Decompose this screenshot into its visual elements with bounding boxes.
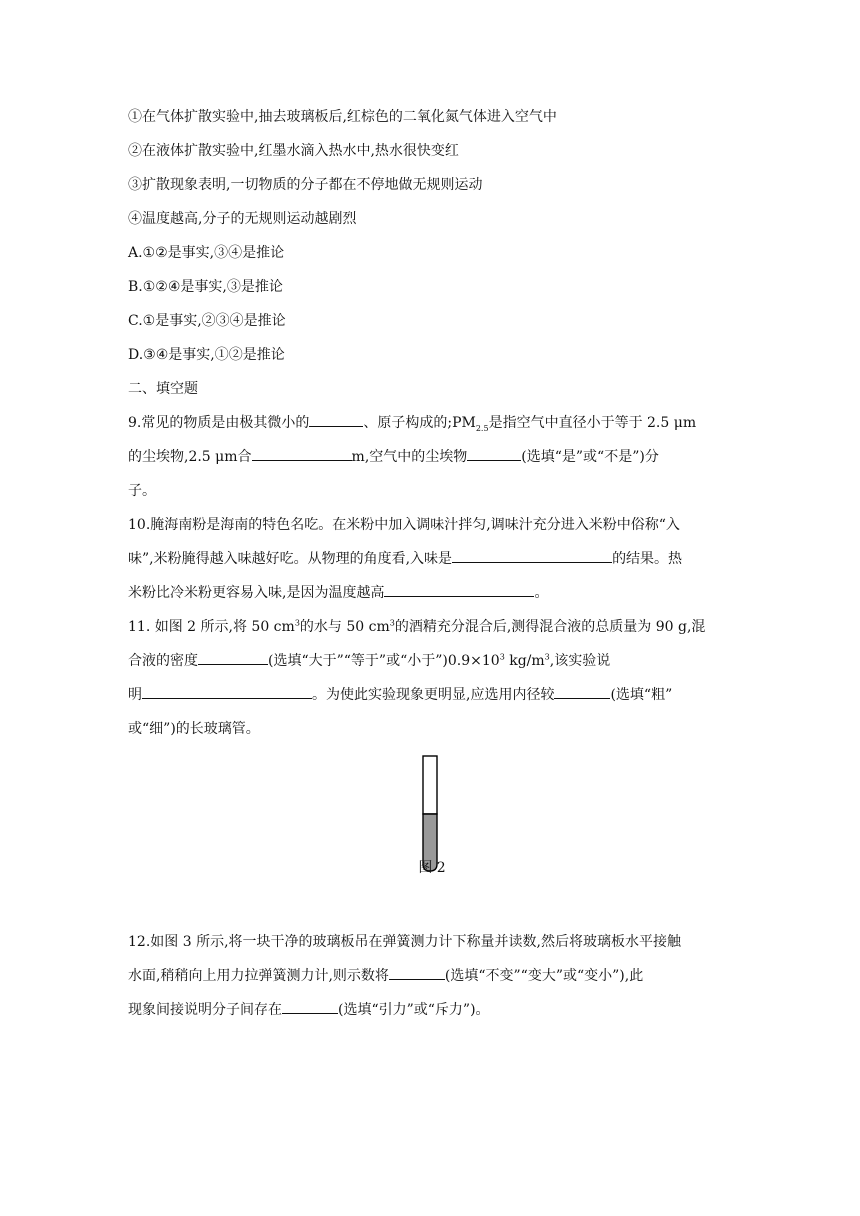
- option-a: A.①②是事实,③④是推论: [128, 245, 285, 261]
- question-9: [128, 406, 740, 508]
- q10-blank-2[interactable]: [384, 579, 534, 597]
- q11-sup-2: 3: [389, 618, 395, 628]
- q9-blank-2[interactable]: [252, 443, 352, 461]
- q11-text-7: ,该实验说: [549, 653, 611, 669]
- q11-text-10: (选填“粗”: [610, 687, 673, 703]
- q12-blank-2[interactable]: [282, 996, 338, 1014]
- figure-caption: 图 2: [418, 860, 446, 876]
- statement-1: ①在气体扩散实验中,抽去玻璃板后,红棕色的二氧化氮气体进入空气中: [128, 109, 557, 125]
- q11-text-8: 明: [128, 687, 142, 703]
- q12-text-3: (选填“不变”“变大”或“变小”),此: [444, 968, 644, 984]
- q11-sup-1: 3: [294, 618, 300, 628]
- q11-text-9: 。为使此实验现象更明显,应选用内径较: [312, 687, 555, 703]
- q11-text-6: kg/m: [504, 653, 545, 669]
- q9-text-5: m,空气中的尘埃物: [351, 449, 468, 465]
- option-d: D.③④是事实,①②是推论: [128, 347, 285, 363]
- q12-text-2: 水面,稍稍向上用力拉弹簧测力计,则示数将: [128, 968, 389, 984]
- q11-blank-1[interactable]: [198, 647, 268, 665]
- statement-3: ③扩散现象表明,一切物质的分子都在不停地做无规则运动: [128, 177, 483, 193]
- q9-text-1: 9.常见的物质是由极其微小的: [128, 415, 310, 431]
- q9-text-6: (选填“是”或“不是”)分: [521, 449, 659, 465]
- q9-text-3: 是指空气中直径小于等于 2.5 μm: [488, 415, 697, 431]
- q11-text-3: 的酒精充分混合后,测得混合液的总质量为 90 g,混: [394, 619, 706, 635]
- q11-text-2: 的水与 50 cm: [299, 619, 390, 635]
- q9-text-2: 、原子构成的;PM: [363, 415, 476, 431]
- q11-blank-2[interactable]: [142, 681, 312, 699]
- document-page: [128, 100, 740, 746]
- q12-blank-1[interactable]: [389, 962, 445, 980]
- q12-text-4: 现象间接说明分子间存在: [128, 1002, 282, 1018]
- q9-subscript: 2.5: [475, 423, 489, 433]
- question-12: [128, 925, 740, 1027]
- section-title: 二、填空题: [128, 381, 198, 397]
- q12-text-1: 12.如图 3 所示,将一块干净的玻璃板吊在弹簧测力计下称量并读数,然后将玻璃板水平接触: [128, 934, 681, 950]
- question-10: [128, 508, 740, 610]
- q10-text-5: 。: [534, 585, 549, 601]
- q11-sup-3: 3: [499, 652, 505, 662]
- q10-text-4: 米粉比冷米粉更容易入味,是因为温度越高: [128, 585, 385, 601]
- option-b: B.①②④是事实,③是推论: [128, 279, 283, 295]
- q11-text-5: (选填“大于”“等于”或“小于”)0.9×10: [268, 653, 500, 669]
- q9-text-7: 子。: [128, 483, 156, 499]
- tube-empty-section: [423, 756, 437, 814]
- q11-sup-4: 3: [544, 652, 550, 662]
- q10-text-1: 10.腌海南粉是海南的特色名吃。在米粉中加入调味汁拌匀,调味汁充分进入米粉中俗称“入: [128, 517, 680, 533]
- q11-text-4: 合液的密度: [128, 653, 198, 669]
- statement-2: ②在液体扩散实验中,红墨水滴入热水中,热水很快变红: [128, 143, 459, 159]
- q10-text-2: 味”,米粉腌得越入味越好吃。从物理的角度看,入味是: [128, 551, 453, 567]
- q11-text-11: 或“细”)的长玻璃管。: [128, 721, 260, 737]
- statement-4: ④温度越高,分子的无规则运动越剧烈: [128, 211, 357, 227]
- q11-blank-3[interactable]: [554, 681, 610, 699]
- q9-blank-3[interactable]: [467, 443, 521, 461]
- q10-blank-1[interactable]: [452, 545, 612, 563]
- question-11: [128, 610, 740, 746]
- q10-text-3: 的结果。热: [612, 551, 683, 567]
- q9-blank-1[interactable]: [309, 409, 363, 427]
- q11-text-1: 11. 如图 2 所示,将 50 cm: [128, 619, 295, 635]
- q9-text-4: 的尘埃物,2.5 μm合: [128, 449, 252, 465]
- q12-text-5: (选填“引力”或“斥力”)。: [338, 1002, 490, 1018]
- option-c: C.①是事实,②③④是推论: [128, 313, 286, 329]
